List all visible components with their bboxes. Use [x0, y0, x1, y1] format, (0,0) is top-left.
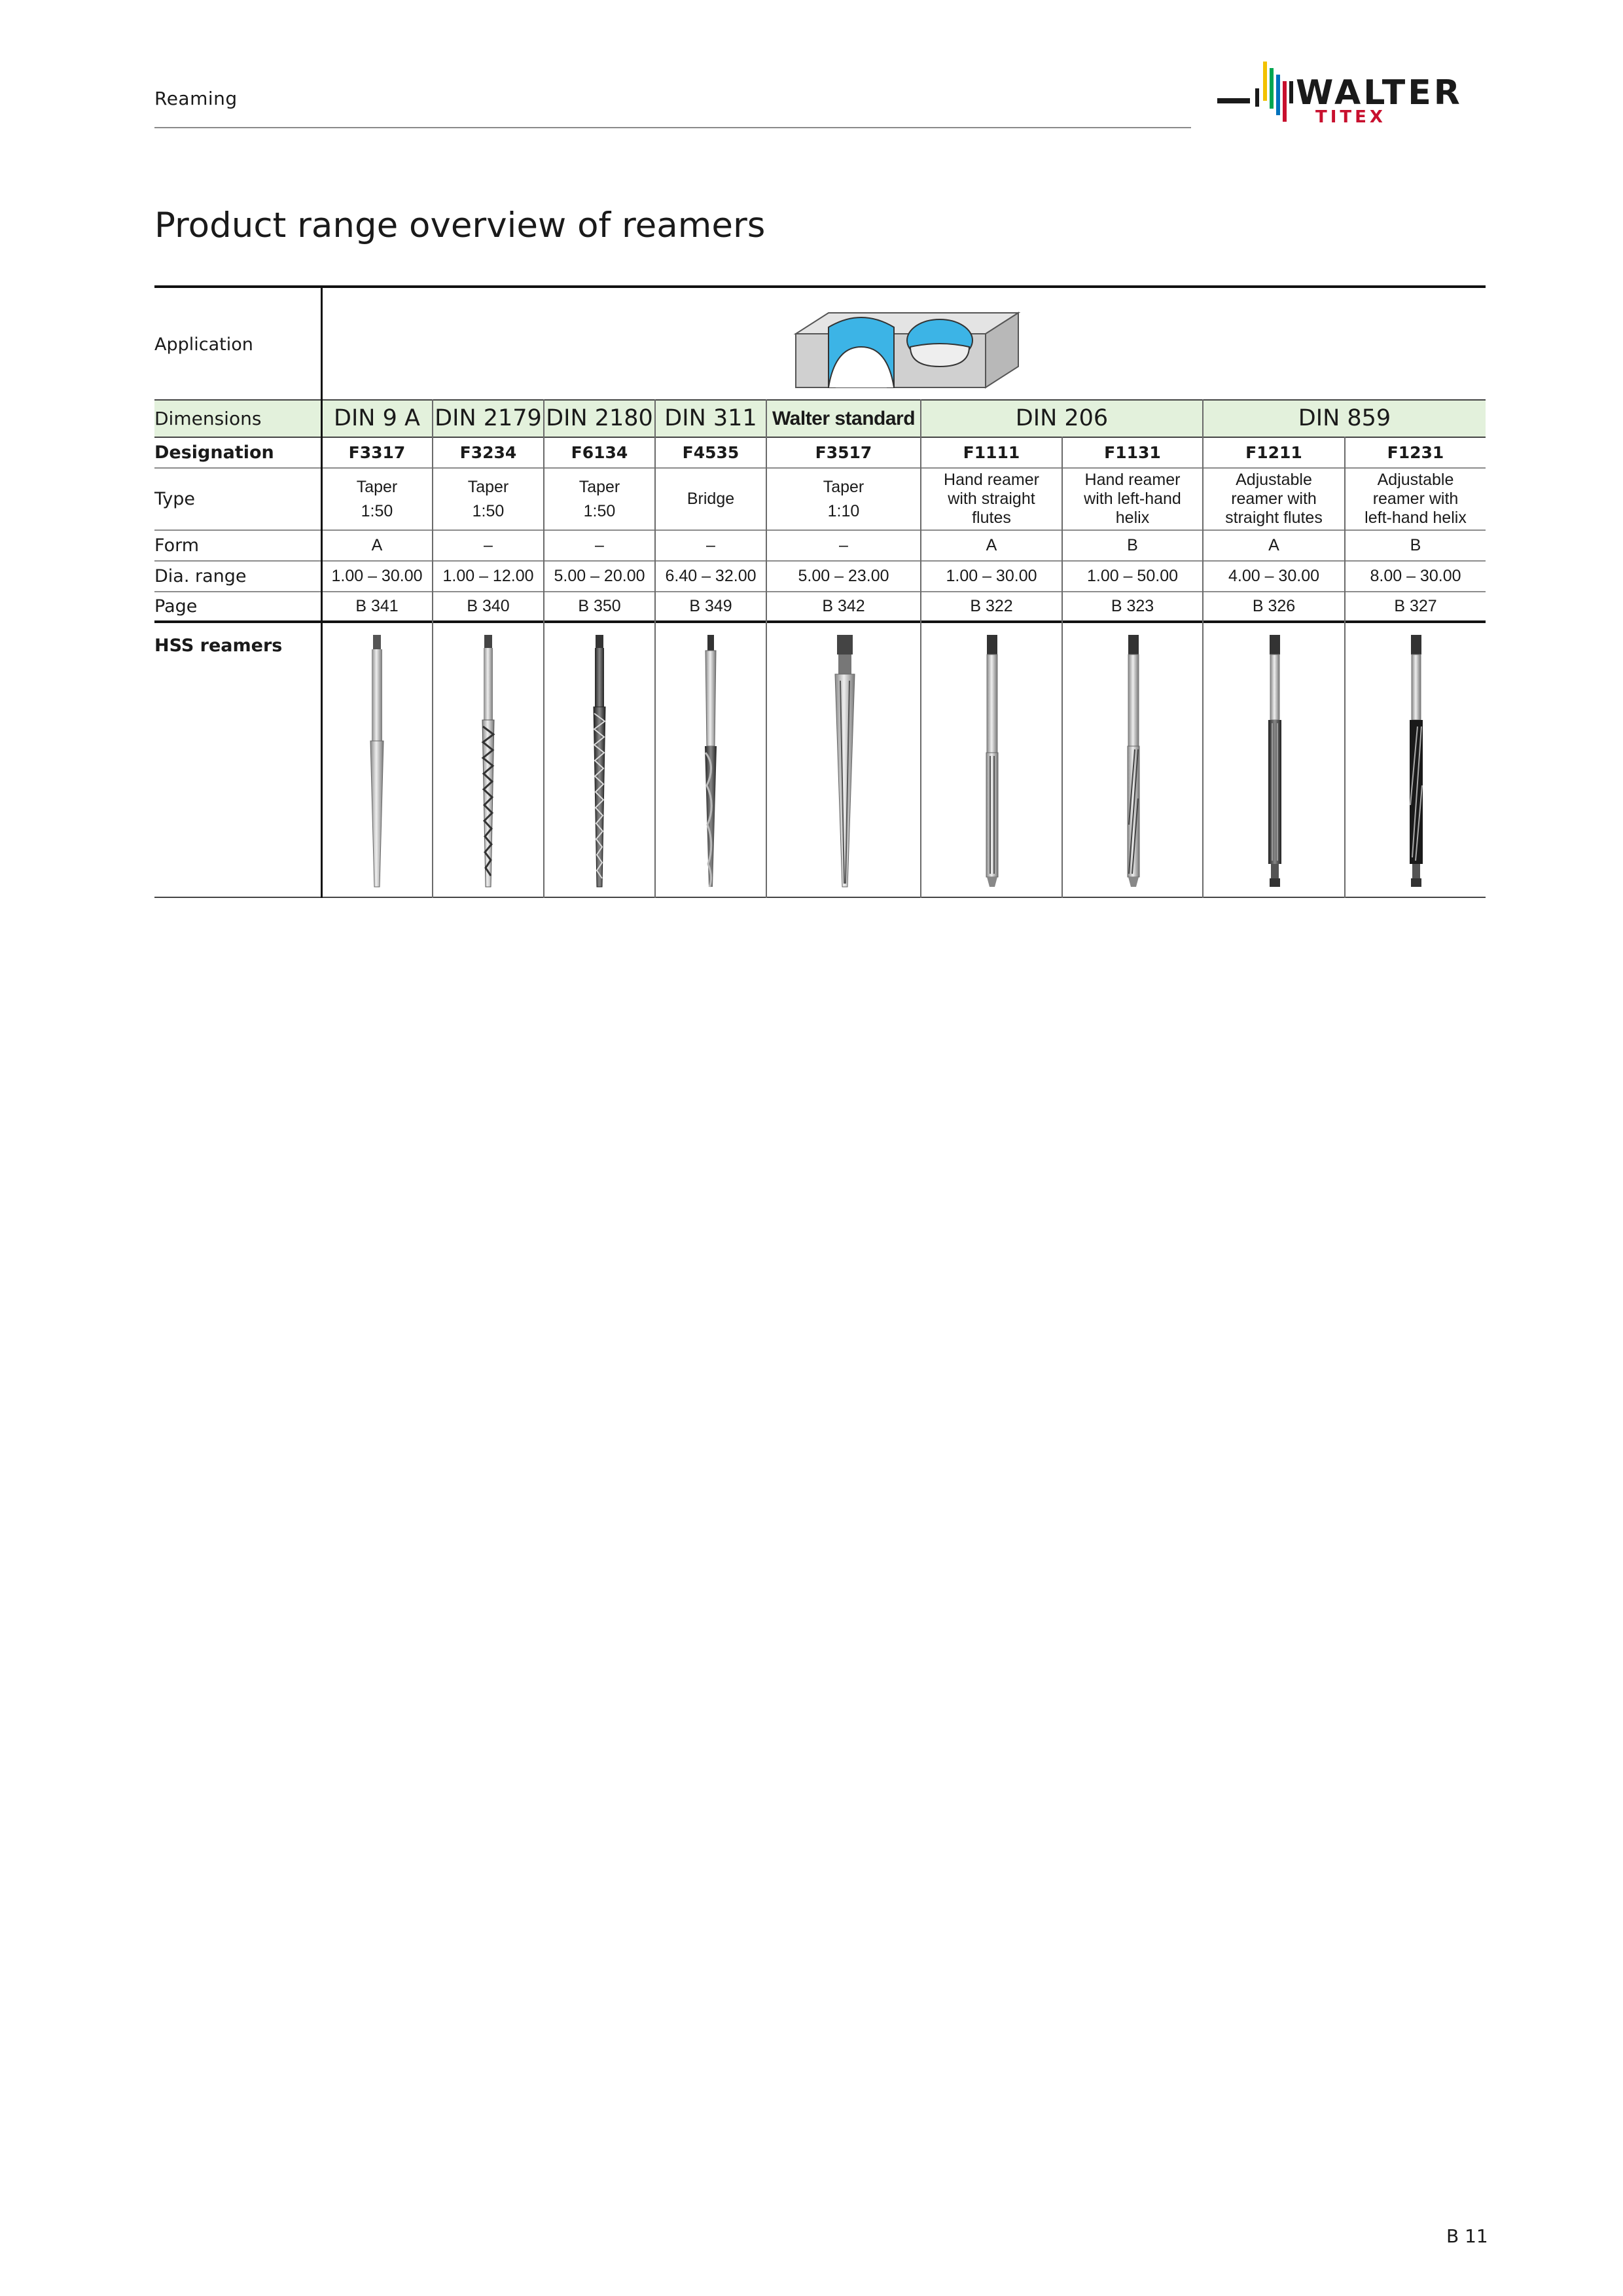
application-illustration — [789, 301, 1025, 393]
designation-cell: F1111 — [963, 443, 1020, 462]
type-cell — [1204, 469, 1344, 529]
page-ref-cell: B 322 — [970, 597, 1013, 615]
page-ref-cell: B 327 — [1394, 597, 1437, 615]
dia-range-cell: 5.00 – 20.00 — [554, 567, 645, 585]
reamer-f3234-image — [475, 635, 501, 890]
row-label-type: Type — [154, 489, 196, 509]
form-cell: A — [986, 536, 997, 554]
type-line: with left-hand — [1084, 490, 1181, 508]
type-line: flutes — [972, 509, 1011, 527]
type-line: Taper — [356, 477, 398, 496]
reamer-f3517-image — [829, 635, 861, 890]
header-rule — [154, 127, 1191, 128]
row-label-hss: HSS reamers — [154, 635, 283, 656]
type-cell — [656, 469, 766, 529]
type-cell — [921, 469, 1061, 529]
table-top-rule — [154, 285, 1486, 288]
form-cell: – — [484, 536, 493, 554]
type-line: left-hand helix — [1364, 509, 1467, 527]
dia-range-cell: 1.00 – 30.00 — [946, 567, 1037, 585]
type-line: 1:10 — [827, 501, 860, 520]
table-bottom-rule — [154, 897, 1486, 898]
type-line: 1:50 — [472, 501, 505, 520]
dim-din-311: DIN 311 — [664, 405, 757, 431]
row-label-dimensions: Dimensions — [154, 408, 262, 429]
designation-cell: F3317 — [348, 443, 406, 462]
row-label-page: Page — [154, 596, 198, 617]
row-label-designation: Designation — [154, 442, 274, 463]
page-ref-cell: B 350 — [578, 597, 621, 615]
reamer-f1211-image — [1262, 635, 1288, 890]
designation-cell: F1211 — [1245, 443, 1302, 462]
type-line: Adjustable — [1377, 471, 1454, 489]
type-cell — [544, 469, 654, 529]
page-number: B 11 — [1446, 2225, 1488, 2247]
dim-din-206: DIN 206 — [1015, 405, 1109, 431]
page-ref-cell: B 326 — [1252, 597, 1296, 615]
form-cell: B — [1127, 536, 1138, 554]
dim-walter-standard: Walter standard — [772, 408, 916, 429]
form-cell: A — [1268, 536, 1279, 554]
reamer-f4535-image — [698, 635, 724, 890]
type-line: Taper — [823, 477, 865, 496]
product-table — [154, 285, 1486, 899]
type-line: reamer with — [1372, 490, 1459, 508]
type-line: Taper — [579, 477, 620, 496]
dim-din-2180: DIN 2180 — [546, 405, 653, 431]
dia-range-cell: 5.00 – 23.00 — [798, 567, 889, 585]
designation-cell: F1131 — [1104, 443, 1161, 462]
type-cell — [322, 469, 432, 529]
type-cell — [1346, 469, 1486, 529]
page-ref-cell: B 340 — [467, 597, 510, 615]
type-line: helix — [1115, 509, 1150, 527]
logo-sub: TITEX — [1315, 107, 1386, 127]
type-cell — [1063, 469, 1202, 529]
dim-din-2179: DIN 2179 — [435, 405, 542, 431]
rule — [154, 620, 1486, 623]
form-cell: – — [595, 536, 604, 554]
type-line: Bridge — [687, 490, 735, 508]
type-line: 1:50 — [361, 501, 393, 520]
dia-range-cell: 4.00 – 30.00 — [1228, 567, 1319, 585]
reamer-f1131-image — [1120, 635, 1147, 890]
dim-din-859: DIN 859 — [1298, 405, 1391, 431]
type-line: with straight — [948, 490, 1035, 508]
designation-cell: F6134 — [571, 443, 628, 462]
page-ref-cell: B 349 — [689, 597, 732, 615]
form-cell: – — [839, 536, 848, 554]
dia-range-cell: 1.00 – 12.00 — [442, 567, 534, 585]
walter-titex-logo — [1217, 59, 1489, 131]
designation-cell: F3517 — [815, 443, 872, 462]
designation-cell: F3234 — [459, 443, 517, 462]
logo-word: WALTER — [1296, 73, 1463, 113]
type-cell — [767, 469, 920, 529]
page-title: Product range overview of reamers — [154, 205, 766, 245]
dia-range-cell: 6.40 – 32.00 — [665, 567, 757, 585]
label-column-divider — [321, 285, 323, 898]
designation-cell: F1231 — [1387, 443, 1444, 462]
type-line: Hand reamer — [944, 471, 1039, 489]
page-ref-cell: B 342 — [822, 597, 865, 615]
type-line: 1:50 — [583, 501, 616, 520]
type-line: Adjustable — [1236, 471, 1312, 489]
type-line: straight flutes — [1225, 509, 1323, 527]
reamer-f3317-image — [364, 635, 390, 890]
form-cell: – — [706, 536, 715, 554]
reamer-f1231-image — [1403, 635, 1429, 890]
row-label-application: Application — [154, 334, 253, 355]
row-label-form: Form — [154, 535, 200, 556]
form-cell: A — [371, 536, 383, 554]
type-line: reamer with — [1231, 490, 1317, 508]
type-cell — [433, 469, 543, 529]
type-line: Taper — [467, 477, 509, 496]
dia-range-cell: 8.00 – 30.00 — [1370, 567, 1461, 585]
type-line: Hand reamer — [1084, 471, 1181, 489]
dim-din-9-a: DIN 9 A — [334, 405, 420, 431]
reamer-f6134-image — [586, 635, 613, 890]
form-cell: B — [1410, 536, 1421, 554]
reamer-f1111-image — [979, 635, 1005, 890]
dia-range-cell: 1.00 – 30.00 — [331, 567, 423, 585]
page-ref-cell: B 323 — [1111, 597, 1154, 615]
page-ref-cell: B 341 — [355, 597, 399, 615]
dia-range-cell: 1.00 – 50.00 — [1086, 567, 1178, 585]
row-label-dia-range: Dia. range — [154, 566, 247, 586]
designation-cell: F4535 — [682, 443, 740, 462]
section-title: Reaming — [154, 88, 238, 109]
